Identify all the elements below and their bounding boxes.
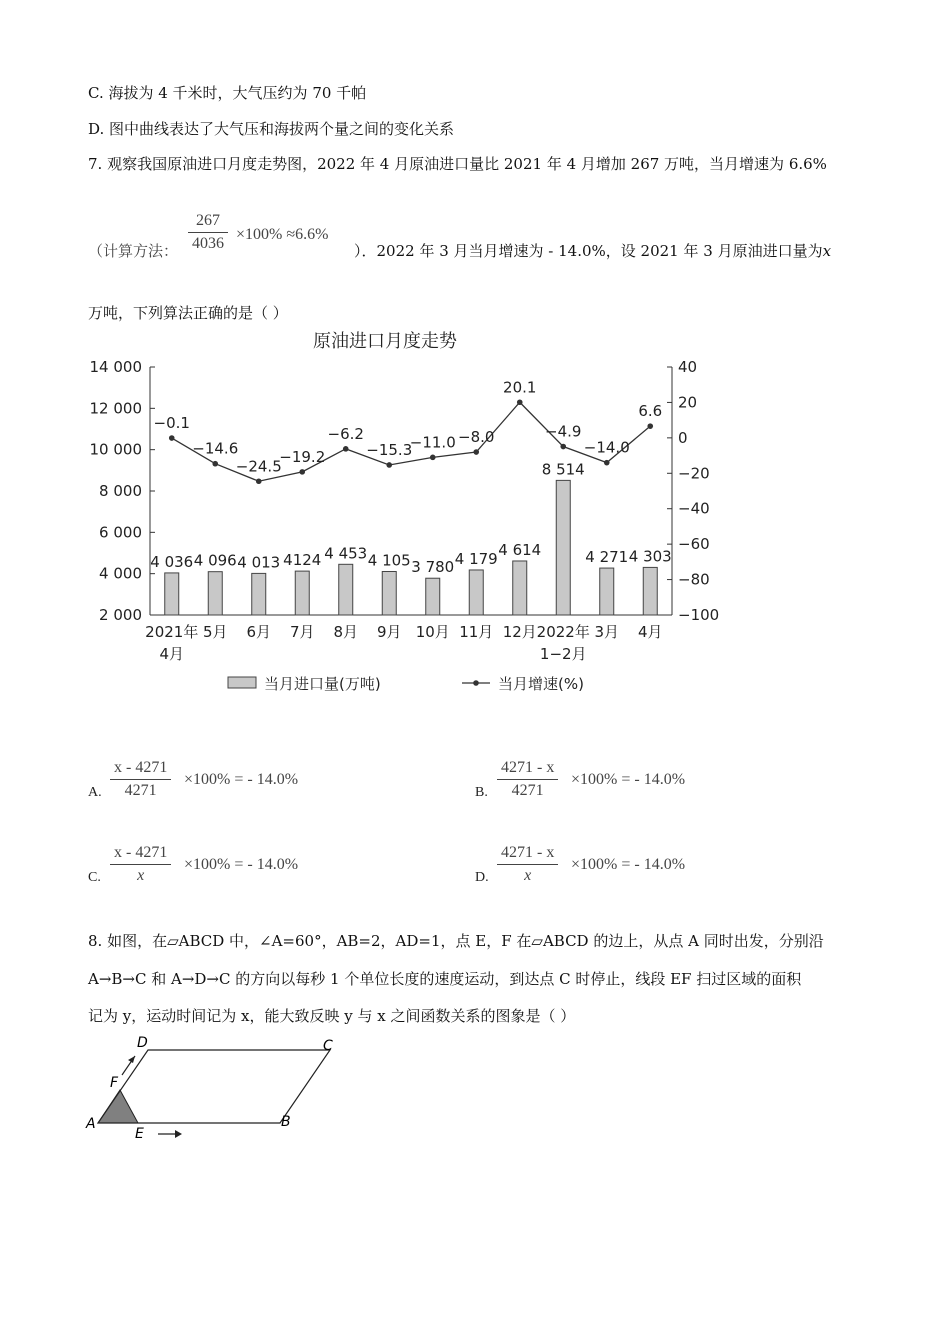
- x-tick-label: 10月: [415, 623, 450, 641]
- option-b-fraction: [497, 759, 558, 800]
- legend-line-label: 当月增速(%): [498, 675, 584, 693]
- bar: [295, 571, 309, 615]
- label-b: B: [281, 1114, 291, 1130]
- bar-label: 3 780: [411, 558, 455, 577]
- legend-line-marker: [473, 680, 479, 686]
- arrow-up-head-icon: [128, 1056, 135, 1063]
- x-tick-label: 4月: [159, 645, 185, 663]
- bar-label: 4 096: [193, 551, 237, 570]
- option-d-fraction: [497, 844, 558, 885]
- x-tick-label: 8月: [333, 623, 359, 641]
- fraction-bar: [110, 779, 171, 780]
- growth-label: 20.1: [503, 378, 537, 397]
- bar: [556, 480, 570, 615]
- bar: [382, 571, 396, 615]
- option-a-numerator: x - 4271: [114, 759, 168, 776]
- left-tick-label: 6 000: [99, 523, 142, 542]
- calc-x: x: [822, 242, 832, 260]
- bar: [469, 570, 483, 615]
- option-b-rest: ×100% = - 14.0%: [571, 771, 686, 788]
- x-tick-label: 5月: [202, 623, 228, 641]
- option-d-label: D.: [475, 870, 489, 885]
- calc-suffix: [354, 240, 831, 261]
- right-tick-label: 40: [678, 358, 698, 376]
- option-b-denominator: 4271: [511, 782, 544, 799]
- option-d-numerator: 4271 - x: [501, 844, 555, 861]
- bar-label: 4 105: [367, 551, 411, 570]
- fraction-bar: [110, 864, 171, 865]
- shaded-triangle: [98, 1090, 138, 1123]
- bar-label: 4 614: [498, 540, 542, 559]
- option-a-denominator: 4271: [124, 782, 157, 799]
- x-tick-label: 11月: [459, 623, 494, 641]
- right-tick-label: −60: [678, 535, 710, 554]
- x-tick-label: 12月: [502, 623, 537, 641]
- question-8-line2: A→B→C 和 A→D→C 的方向以每秒 1 个单位长度的速度运动，到达点 C 时停止，线段 EF 扫过区域的面积: [88, 970, 802, 988]
- growth-point: [256, 478, 262, 484]
- calc-fraction: [188, 212, 228, 253]
- bar-label: 4 036: [150, 552, 194, 571]
- growth-label: −4.9: [545, 422, 582, 441]
- right-tick-label: −20: [678, 464, 710, 483]
- growth-label: −0.1: [153, 414, 190, 433]
- growth-label: −24.5: [235, 457, 282, 476]
- growth-label: −19.2: [279, 447, 326, 466]
- bar: [339, 564, 353, 615]
- growth-point: [473, 449, 479, 455]
- right-tick-label: 0: [678, 428, 688, 447]
- fraction-bar: [497, 864, 558, 865]
- calc-denominator: 4036: [192, 235, 224, 252]
- calc-rest: ×100% ≈6.6%: [236, 226, 329, 243]
- label-e: E: [135, 1126, 144, 1142]
- bar-label: 8 514: [541, 460, 585, 479]
- bar: [426, 578, 440, 615]
- option-a-fraction: [110, 759, 171, 800]
- growth-point: [517, 399, 523, 405]
- growth-label: −6.2: [327, 424, 364, 443]
- fraction-bar: [188, 232, 228, 233]
- growth-label: −14.0: [583, 438, 630, 457]
- arrow-right-head-icon: [175, 1130, 182, 1138]
- growth-point: [560, 444, 566, 450]
- bar-label: 4 303: [628, 547, 672, 566]
- option-d-text: D. 图中曲线表达了大气压和海拔两个量之间的变化关系: [88, 120, 455, 138]
- growth-label: −8.0: [458, 428, 495, 447]
- left-tick-label: 8 000: [99, 482, 142, 500]
- growth-point: [647, 423, 653, 429]
- x-tick-label: 1−2月: [539, 645, 587, 663]
- left-tick-label: 12 000: [89, 399, 142, 418]
- option-b-numerator: 4271 - x: [501, 759, 555, 776]
- option-d-rest: ×100% = - 14.0%: [571, 856, 686, 873]
- bar: [600, 568, 614, 615]
- growth-point: [430, 455, 436, 461]
- bar-label: 4 013: [237, 553, 281, 572]
- right-tick-label: −100: [678, 606, 720, 624]
- growth-label: −15.3: [366, 440, 413, 459]
- question-7-text: 7. 观察我国原油进口月度走势图，2022 年 4 月原油进口量比 2021 年 4 月增加 267 万吨，当月增速为 6.6%: [88, 155, 827, 173]
- option-d-denominator: x: [524, 867, 532, 884]
- growth-point: [604, 460, 610, 466]
- growth-point: [299, 469, 305, 475]
- legend-bar-swatch: [228, 677, 256, 688]
- question-8-line3: 记为 y，运动时间记为 x，能大致反映 y 与 x 之间函数关系的图象是（ ）: [88, 1007, 576, 1025]
- growth-label: −14.6: [192, 439, 239, 458]
- calc-numerator: 267: [196, 212, 220, 229]
- option-c-numerator: x - 4271: [114, 844, 168, 861]
- left-tick-label: 10 000: [89, 440, 142, 459]
- growth-label: −11.0: [409, 433, 456, 452]
- option-c[interactable]: [88, 840, 448, 890]
- x-tick-label: 2021年: [145, 623, 199, 641]
- right-tick-label: −40: [678, 499, 710, 518]
- label-a: A: [86, 1116, 96, 1132]
- option-a-label: A.: [88, 785, 102, 800]
- option-b[interactable]: [475, 755, 835, 805]
- option-c-label: C.: [88, 870, 101, 885]
- bar: [643, 567, 657, 615]
- label-d: D: [137, 1035, 148, 1051]
- option-c-rest: ×100% = - 14.0%: [184, 856, 299, 873]
- question-8-line1: 8. 如图，在▱ABCD 中，∠A=60°，AB=2，AD=1，点 E，F 在▱ABCD 的边上，从点 A 同时出发，分别沿: [88, 932, 824, 950]
- calc-suffix-text: ）．2022 年 3 月当月增速为 - 14.0%，设 2021 年 3 月原油进口量为: [354, 242, 823, 260]
- option-b-label: B.: [475, 785, 488, 800]
- x-tick-label: 6月: [246, 623, 272, 641]
- right-tick-label: −80: [678, 570, 710, 589]
- chart-title: 原油进口月度走势: [313, 331, 457, 352]
- parallelogram-figure: [80, 1030, 360, 1145]
- x-tick-label: 2022年: [536, 623, 590, 641]
- left-tick-label: 4 000: [99, 564, 142, 583]
- x-tick-label: 9月: [376, 623, 402, 641]
- bar: [513, 561, 527, 615]
- left-tick-label: 14 000: [89, 358, 142, 376]
- x-tick-label: 7月: [289, 623, 315, 641]
- crude-oil-chart: [60, 325, 760, 705]
- label-f: F: [110, 1075, 119, 1091]
- growth-point: [386, 462, 392, 468]
- growth-point: [169, 435, 175, 441]
- question-7-end: 万吨，下列算法正确的是（ ）: [88, 304, 288, 322]
- calc-prefix: （计算方法：: [88, 242, 179, 260]
- option-a[interactable]: [88, 755, 448, 805]
- growth-point: [212, 461, 218, 467]
- option-c-fraction: [110, 844, 171, 885]
- option-d[interactable]: [475, 840, 835, 890]
- bar-label: 4124: [283, 551, 322, 570]
- bar-label: 4 453: [324, 544, 368, 563]
- bar: [208, 572, 222, 615]
- option-a-rest: ×100% = - 14.0%: [184, 771, 299, 788]
- bar-label: 4 179: [454, 549, 498, 568]
- fraction-bar: [497, 779, 558, 780]
- bar-label: 4 271: [585, 548, 629, 567]
- growth-point: [343, 446, 349, 452]
- bar: [252, 573, 266, 615]
- option-c-denominator: x: [137, 867, 145, 884]
- growth-label: 6.6: [638, 402, 663, 421]
- right-tick-label: 20: [678, 393, 698, 412]
- x-tick-label: 3月: [594, 623, 620, 641]
- left-tick-label: 2 000: [99, 606, 142, 624]
- option-c-text: C. 海拔为 4 千米时，大气压约为 70 千帕: [88, 84, 367, 102]
- x-tick-label: 4月: [637, 623, 663, 641]
- legend-bar-label: 当月进口量(万吨): [264, 675, 381, 693]
- label-c: C: [323, 1038, 333, 1054]
- bar: [165, 573, 179, 615]
